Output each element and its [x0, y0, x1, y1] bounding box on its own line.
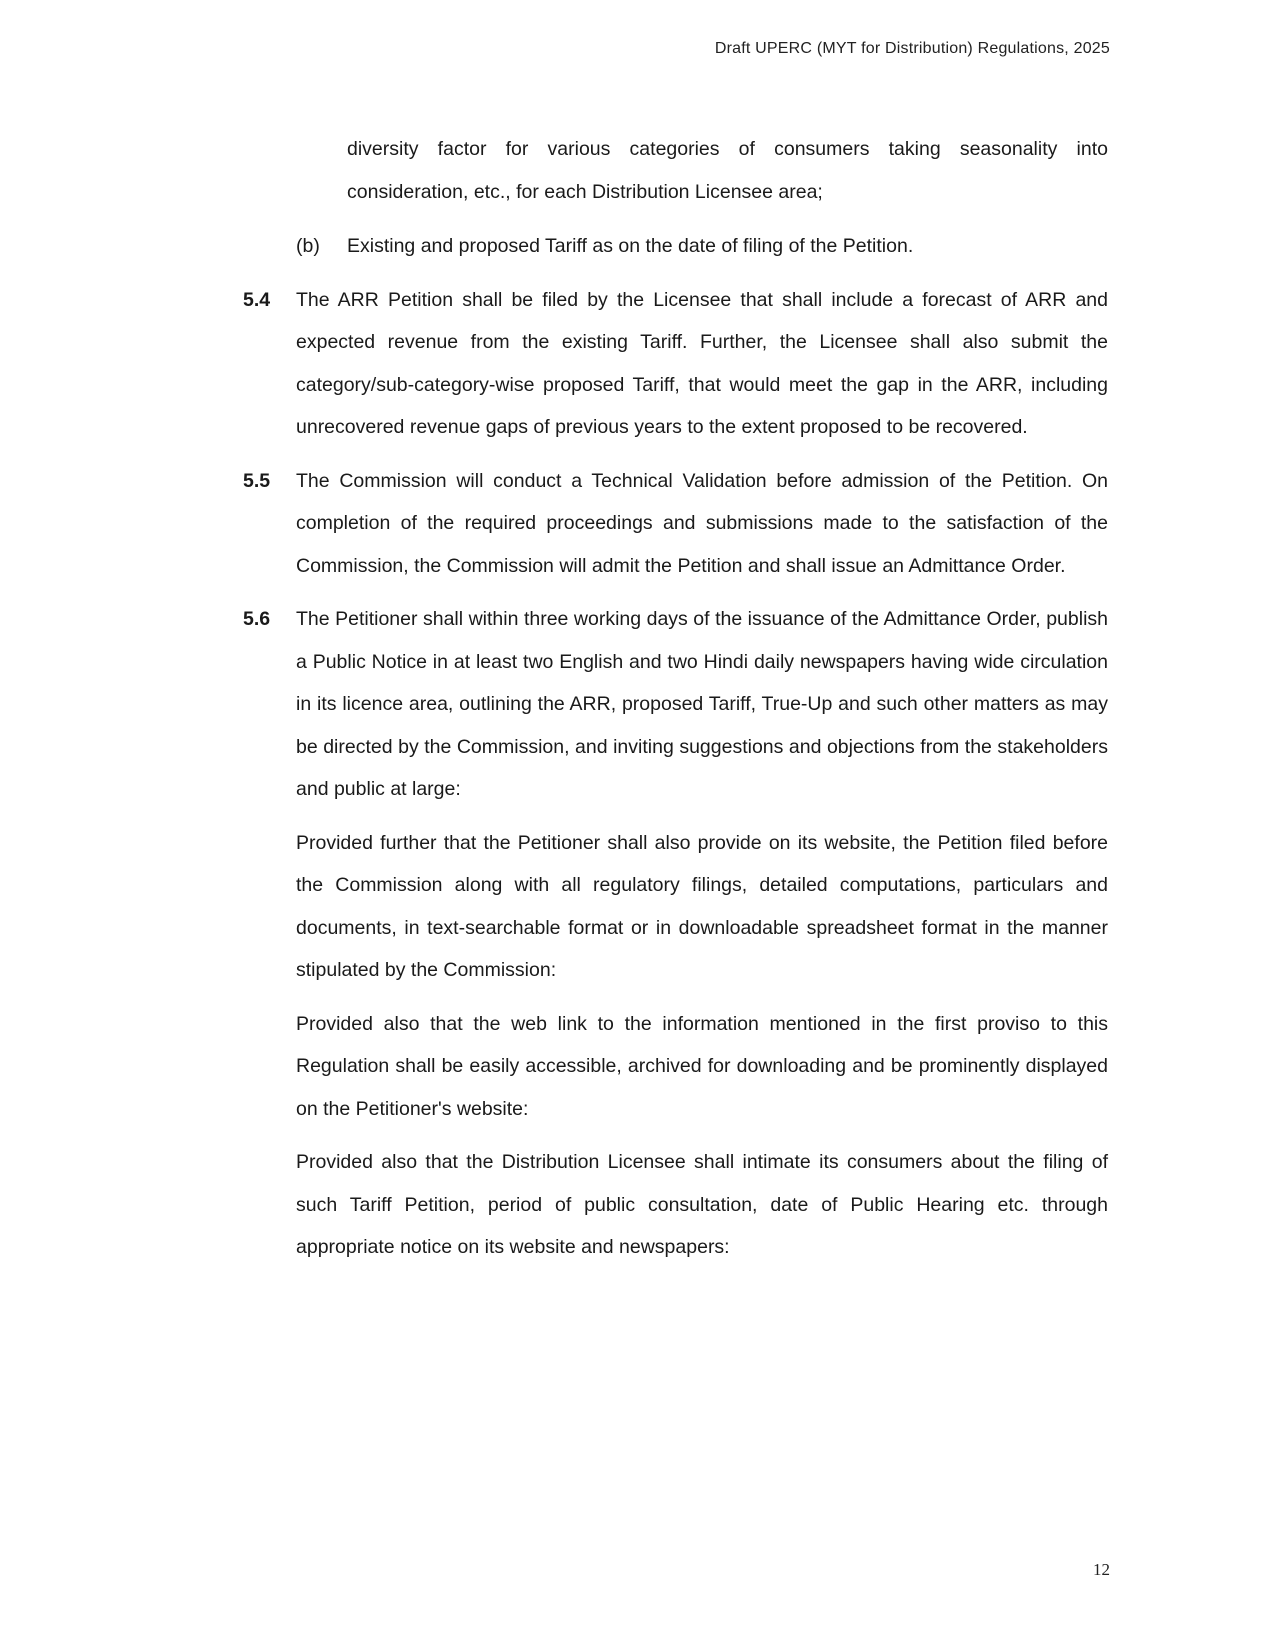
document-body: [243, 128, 1108, 1269]
clause-number: 5.6: [243, 608, 271, 630]
sub-item-b: [296, 225, 1108, 268]
clause-number: 5.4: [243, 288, 271, 311]
proviso-paragraph: Provided also that the web link to the information mentioned in the first proviso to this Regulation shall be easily accessible, archived for downloading and be prominently displayed on the Petitioner's website:: [296, 1012, 1108, 1120]
clause-5-4: [243, 279, 1108, 449]
clause-text: The ARR Petition shall be filed by the Licensee that shall include a forecast of ARR and expected revenue from the existing Tariff. Further, the Licensee shall also submit the category/sub-category-wise proposed Tariff, that would meet the gap in the ARR, including unrecovered revenue gaps of previous years to the extent proposed to be recovered.: [296, 288, 1108, 438]
sub-item-text: Existing and proposed Tariff as on the date of filing of the Petition.: [347, 235, 914, 257]
clause-5-6: [243, 598, 1108, 811]
clause-5-5: [243, 460, 1108, 588]
page-number: 12: [1093, 1560, 1110, 1579]
clause-text: The Petitioner shall within three working days of the issuance of the Admittance Order, publish a Public Notice in at least two English and two Hindi daily newspapers having wide circulation in its licence area, outlining the ARR, proposed Tariff, True-Up and such other matters as may be directed by the Commission, and inviting suggestions and objections from the stakeholders and public at large:: [296, 608, 1108, 800]
proviso-paragraph: Provided further that the Petitioner shall also provide on its website, the Petition filed before the Commission along with all regulatory filings, detailed computations, particulars and documents, in text-searchable format or in downloadable spreadsheet format in the manner stipulated by the Commission:: [296, 831, 1108, 981]
clause-text: The Commission will conduct a Technical Validation before admission of the Petition. On completion of the required proceedings and submissions made to the satisfaction of the Commission, the Commission will admit the Petition and shall issue an Admittance Order.: [296, 469, 1108, 577]
page-header: Draft UPERC (MYT for Distribution) Regulations, 2025: [714, 40, 1110, 57]
sub-item-marker: (b): [296, 235, 320, 257]
clause-number: 5.5: [243, 469, 271, 492]
proviso-paragraph: Provided also that the Distribution Licensee shall intimate its consumers about the filing of such Tariff Petition, period of public consultation, date of Public Hearing etc. through appropriate notice on its website and newspapers:: [296, 1151, 1108, 1258]
continuation-paragraph: diversity factor for various categories of consumers taking seasonality into consideration, etc., for each Distribution Licensee area;: [347, 138, 1108, 203]
